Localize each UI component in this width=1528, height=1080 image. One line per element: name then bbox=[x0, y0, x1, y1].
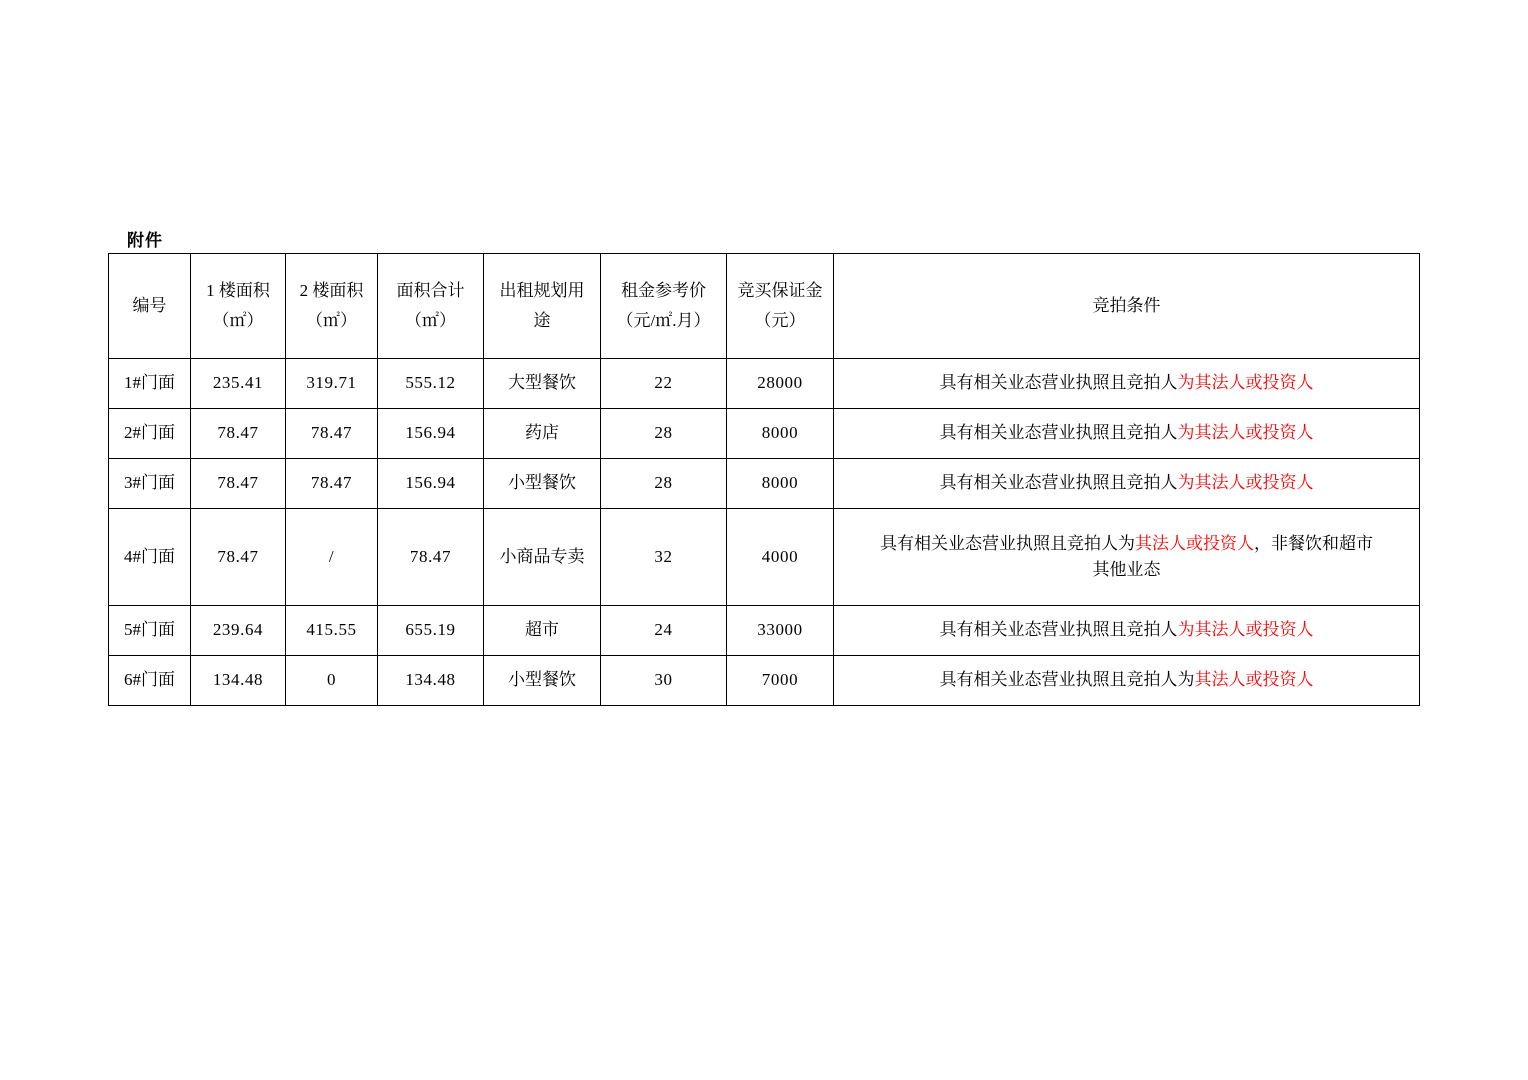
shops-table-container bbox=[108, 253, 1419, 706]
table-header-row bbox=[109, 254, 1420, 359]
shops-table bbox=[108, 253, 1420, 706]
condition-text-red: 为其法人或投资人 bbox=[1177, 473, 1314, 493]
condition-text-black: 具有相关业态营业执照且竞拍人 bbox=[939, 473, 1178, 493]
cell-conditions bbox=[834, 359, 1420, 409]
condition-line bbox=[834, 617, 1419, 643]
cell-area-total: 78.47 bbox=[378, 509, 484, 606]
cell-rent: 30 bbox=[601, 656, 727, 706]
cell-area-floor2: 415.55 bbox=[286, 606, 378, 656]
header-area2-line1: 2 楼面积 bbox=[299, 280, 364, 300]
cell-area-total: 156.94 bbox=[378, 409, 484, 459]
cell-rent: 22 bbox=[601, 359, 727, 409]
cell-area-total: 655.19 bbox=[378, 606, 484, 656]
table-row bbox=[109, 509, 1420, 606]
header-total-line2: （㎡） bbox=[405, 311, 456, 330]
header-cell-area-total bbox=[378, 254, 484, 359]
cell-area-floor1: 78.47 bbox=[191, 459, 286, 509]
header-conditions-text: 竞拍条件 bbox=[1092, 295, 1161, 315]
header-rent-line1: 租金参考价 bbox=[621, 280, 706, 300]
table-row bbox=[109, 606, 1420, 656]
header-cell-id bbox=[109, 254, 191, 359]
cell-rent: 24 bbox=[601, 606, 727, 656]
condition-line-2: 其他业态 bbox=[1092, 560, 1161, 579]
header-cell-conditions bbox=[834, 254, 1420, 359]
cell-usage: 小商品专卖 bbox=[484, 509, 601, 606]
cell-area-floor2: 319.71 bbox=[286, 359, 378, 409]
condition-text-black-2: ，非餐饮和超市 bbox=[1254, 533, 1373, 553]
condition-text-black: 具有相关业态营业执照且竞拍人为 bbox=[939, 670, 1195, 690]
condition-line bbox=[834, 370, 1419, 396]
header-area1-line1: 1 楼面积 bbox=[206, 280, 270, 300]
condition-line bbox=[834, 531, 1419, 557]
table-row bbox=[109, 656, 1420, 706]
header-deposit-line2: （元） bbox=[754, 311, 806, 330]
cell-conditions bbox=[834, 409, 1420, 459]
cell-conditions bbox=[834, 509, 1420, 606]
header-cell-rent bbox=[601, 254, 727, 359]
header-cell-usage bbox=[484, 254, 601, 359]
header-area2-line2: （㎡） bbox=[306, 311, 357, 330]
table-body bbox=[109, 359, 1420, 706]
cell-conditions bbox=[834, 459, 1420, 509]
cell-area-floor2: 0 bbox=[286, 656, 378, 706]
cell-id: 2#门面 bbox=[109, 409, 191, 459]
cell-rent: 32 bbox=[601, 509, 727, 606]
cell-usage: 大型餐饮 bbox=[484, 359, 601, 409]
header-rent-line2: （元/㎡.月） bbox=[616, 311, 711, 330]
condition-text-black: 具有相关业态营业执照且竞拍人 bbox=[939, 373, 1178, 393]
cell-usage: 药店 bbox=[484, 409, 601, 459]
cell-area-floor1: 78.47 bbox=[191, 509, 286, 606]
cell-id: 4#门面 bbox=[109, 509, 191, 606]
header-cell-area-floor2 bbox=[286, 254, 378, 359]
condition-line bbox=[834, 470, 1419, 496]
cell-area-total: 134.48 bbox=[378, 656, 484, 706]
table-row bbox=[109, 409, 1420, 459]
cell-area-total: 156.94 bbox=[378, 459, 484, 509]
attachment-label: 附件 bbox=[127, 231, 163, 250]
cell-id: 1#门面 bbox=[109, 359, 191, 409]
cell-deposit: 4000 bbox=[727, 509, 834, 606]
table-row bbox=[109, 459, 1420, 509]
cell-area-total: 555.12 bbox=[378, 359, 484, 409]
cell-area-floor1: 78.47 bbox=[191, 409, 286, 459]
condition-line bbox=[834, 667, 1419, 693]
table-row bbox=[109, 359, 1420, 409]
header-usage-line1: 出租规划用 bbox=[499, 280, 585, 300]
header-cell-area-floor1 bbox=[191, 254, 286, 359]
condition-text-black: 具有相关业态营业执照且竞拍人 bbox=[939, 620, 1178, 640]
condition-text-black: 具有相关业态营业执照且竞拍人 bbox=[939, 423, 1178, 443]
header-cell-deposit bbox=[727, 254, 834, 359]
condition-text-red: 为其法人或投资人 bbox=[1177, 423, 1314, 443]
cell-deposit: 7000 bbox=[727, 656, 834, 706]
condition-text-red: 为其法人或投资人 bbox=[1177, 620, 1314, 640]
header-id-line1: 编号 bbox=[132, 295, 167, 315]
header-area1-line2: （㎡） bbox=[212, 311, 264, 330]
cell-usage: 小型餐饮 bbox=[484, 459, 601, 509]
condition-line bbox=[834, 420, 1419, 446]
condition-text-red: 其法人或投资人 bbox=[1194, 670, 1314, 690]
cell-deposit: 8000 bbox=[727, 459, 834, 509]
condition-text-black: 具有相关业态营业执照且竞拍人为 bbox=[880, 533, 1135, 553]
cell-rent: 28 bbox=[601, 459, 727, 509]
cell-id: 5#门面 bbox=[109, 606, 191, 656]
cell-area-floor2: / bbox=[286, 509, 378, 606]
cell-usage: 小型餐饮 bbox=[484, 656, 601, 706]
cell-area-floor2: 78.47 bbox=[286, 459, 378, 509]
cell-area-floor2: 78.47 bbox=[286, 409, 378, 459]
condition-text-red: 为其法人或投资人 bbox=[1177, 373, 1314, 393]
cell-deposit: 33000 bbox=[727, 606, 834, 656]
header-usage-line2: 途 bbox=[533, 311, 551, 330]
cell-conditions bbox=[834, 606, 1420, 656]
cell-area-floor1: 235.41 bbox=[191, 359, 286, 409]
cell-conditions bbox=[834, 656, 1420, 706]
header-deposit-line1: 竞买保证金 bbox=[737, 280, 823, 300]
cell-area-floor1: 239.64 bbox=[191, 606, 286, 656]
cell-usage: 超市 bbox=[484, 606, 601, 656]
cell-id: 3#门面 bbox=[109, 459, 191, 509]
cell-area-floor1: 134.48 bbox=[191, 656, 286, 706]
cell-deposit: 28000 bbox=[727, 359, 834, 409]
condition-text-red: 其法人或投资人 bbox=[1135, 533, 1254, 553]
cell-rent: 28 bbox=[601, 409, 727, 459]
cell-deposit: 8000 bbox=[727, 409, 834, 459]
cell-id: 6#门面 bbox=[109, 656, 191, 706]
header-total-line1: 面积合计 bbox=[396, 280, 465, 300]
